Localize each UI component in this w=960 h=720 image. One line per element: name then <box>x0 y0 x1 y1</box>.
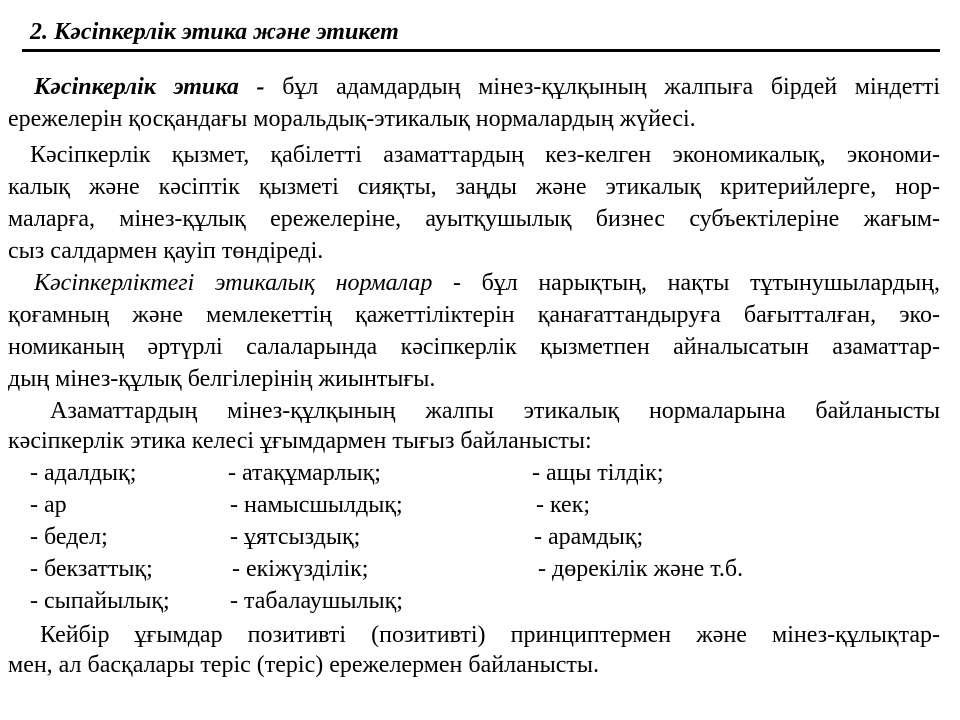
paragraph-activity-line: калық және кәсіптік қызметі сияқты, заңды және этикалық критерийлерге, нор- <box>8 174 940 200</box>
concept-item: - ащы тілдік; <box>532 460 664 486</box>
paragraph-activity-line: Кәсіпкерлік қызмет, қабілетті азаматтардың кез-келген экономикалық, экономи- <box>30 142 940 168</box>
concept-item: - ар <box>30 492 67 518</box>
title-text: 2. Кәсіпкерлік этика және этикет <box>30 19 399 45</box>
paragraph-concepts-intro-line: Азаматтардың мінез-құлқының жалпы этикалық нормаларына байланысты <box>50 398 940 424</box>
paragraph-norms-line: номиканың әртүрлі салаларында кәсіпкерлік қызметпен айналысатын азаматтар- <box>8 334 940 360</box>
text-span: бұл адамдардың мінез-құлқының жалпыға бірдей міндетті <box>264 74 940 100</box>
concept-item: - адалдық; <box>30 460 137 486</box>
paragraph-norms-line: қоғамның және мемлекеттің қажеттіліктерін қанағаттандыруға бағытталған, эко- <box>8 302 940 328</box>
slide-title <box>22 16 940 52</box>
concept-item: - сыпайылық; <box>30 588 170 614</box>
concept-item: - ұятсыздық; <box>230 524 361 550</box>
paragraph-norms-line: дың мінез-құлық белгілерінің жиынтығы. <box>8 366 436 392</box>
term-ethical-norms: Кәсіпкерліктегі этикалық нормалар <box>34 270 433 296</box>
concept-item: - екіжүзділік; <box>232 556 369 582</box>
concept-item: - атақұмарлық; <box>228 460 381 486</box>
paragraph-definition-line: ережелерін қосқандағы моральдық-этикалық нормалардың жүйесі. <box>8 106 696 132</box>
concept-item: - кек; <box>536 492 591 518</box>
concept-item: - табалаушылық; <box>230 588 403 614</box>
concept-item: - бекзаттық; <box>30 556 153 582</box>
concept-item: - бедел; <box>30 524 108 550</box>
term-business-ethics: Кәсіпкерлік этика - <box>34 74 265 100</box>
paragraph-conclusion-line: Кейбір ұғымдар позитивті (позитивті) принциптермен және мінез-құлықтар- <box>40 622 940 648</box>
paragraph-activity-line: сыз салдармен қауіп төндіреді. <box>8 238 324 264</box>
paragraph-activity-line: маларға, мінез-құлық ережелеріне, ауытқушылық бизнес субъектілеріне жағым- <box>8 206 940 232</box>
paragraph-norms-line <box>34 268 940 298</box>
concept-item: - арамдық; <box>534 524 644 550</box>
paragraph-concepts-intro-line: кәсіпкерлік этика келесі ұғымдармен тығыз байланысты: <box>8 428 592 454</box>
paragraph-definition-line <box>34 72 940 102</box>
concept-item: - намысшылдық; <box>230 492 403 518</box>
paragraph-conclusion-line: мен, ал басқалары теріс (теріс) ережелермен байланысты. <box>8 652 599 678</box>
concept-item: - дөрекілік және т.б. <box>538 556 744 582</box>
text-span: - бұл нарықтың, нақты тұтынушылардың, <box>432 270 940 296</box>
